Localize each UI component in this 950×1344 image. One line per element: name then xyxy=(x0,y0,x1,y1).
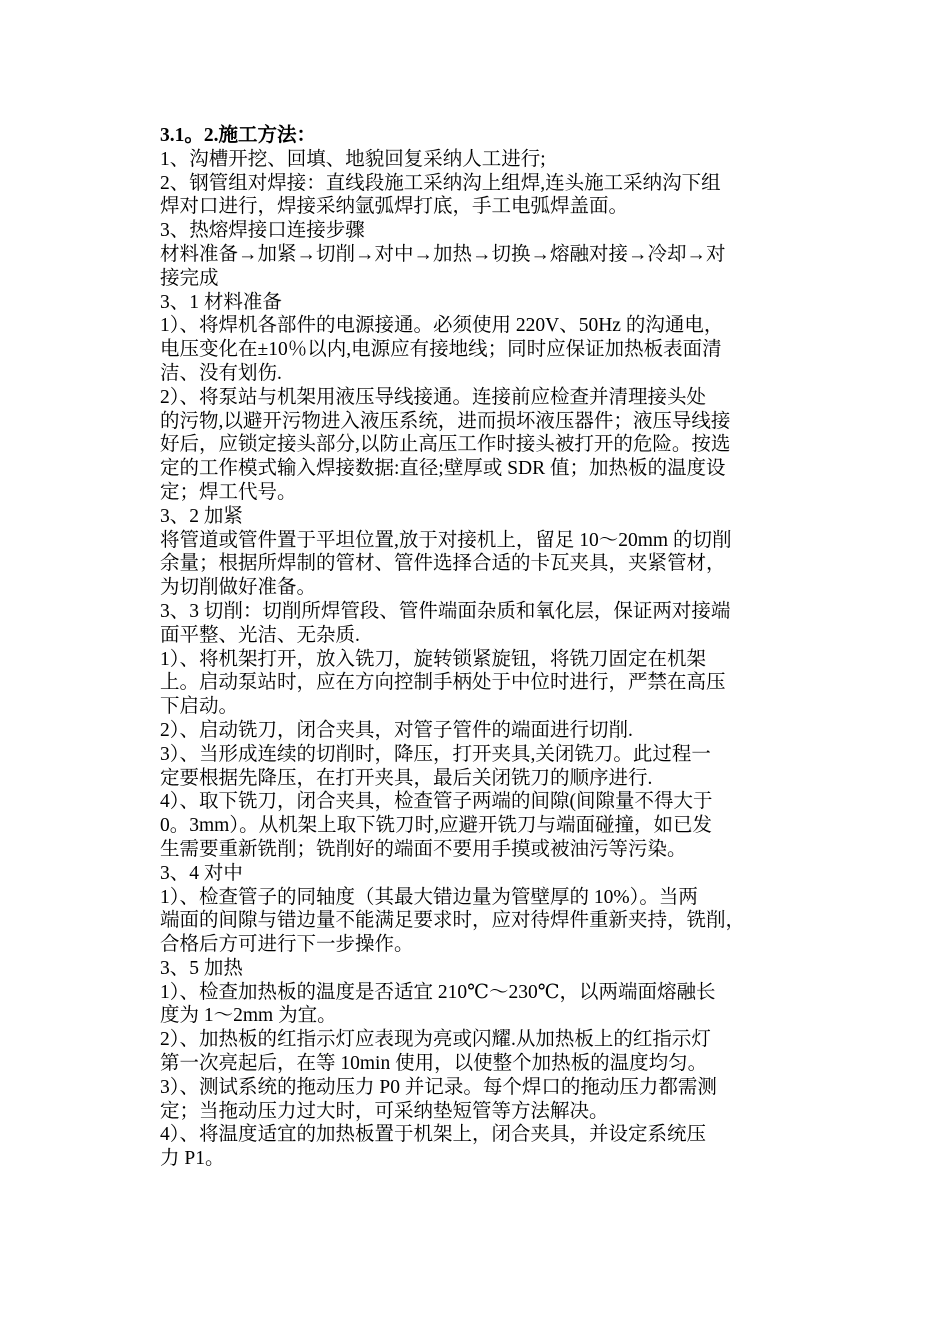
text-line: 2）、将泵站与机架用液压导线接通。连接前应检查并清理接头处 xyxy=(160,386,707,408)
text-line: 上。启动泵站时，应在方向控制手柄处于中位时进行，严禁在高压 xyxy=(160,672,726,694)
text-line: 2、钢管组对焊接：直线段施工采纳沟上组焊,连头施工采纳沟下组 xyxy=(160,172,721,194)
text-line: 定；焊工代号。 xyxy=(160,481,297,503)
text-line: 余量；根据所焊制的管材、管件选择合适的卡瓦夹具，夹紧管材， xyxy=(160,553,726,575)
text-line: 好后，应锁定接头部分,以防止高压工作时接头被打开的危险。按选 xyxy=(160,434,731,456)
text-line: 3、1 材料准备 xyxy=(160,291,282,313)
text-line: 电压变化在±10％以内,电源应有接地线；同时应保证加热板表面清 xyxy=(160,339,722,361)
text-line: 3）、当形成连续的切削时，降压，打开夹具,关闭铣刀。此过程一 xyxy=(160,743,711,765)
text-line: 1、沟槽开挖、回填、地貌回复采纳人工进行; xyxy=(160,148,546,170)
document-page xyxy=(160,124,820,1171)
text-line: 3、4 对中 xyxy=(160,862,243,884)
text-line: 洁、没有划伤. xyxy=(160,362,282,384)
text-line: 度为 1～2mm 为宜。 xyxy=(160,1005,337,1027)
text-line: 3、5 加热 xyxy=(160,957,243,979)
text-line: 3、3 切削：切削所焊管段、管件端面杂质和氧化层，保证两对接端 xyxy=(160,600,731,622)
text-line: 定的工作模式输入焊接数据:直径;壁厚或 SDR 值；加热板的温度设 xyxy=(160,458,726,480)
text-line: 4）、取下铣刀，闭合夹具，检查管子两端的间隙(间隙量不得大于 xyxy=(160,791,713,813)
text-line: 1）、检查管子的同轴度（其最大错边量为管壁厚的 10%）。当两 xyxy=(160,886,698,908)
text-line: 2）、加热板的红指示灯应表现为亮或闪耀.从加热板上的红指示灯 xyxy=(160,1029,711,1051)
text-line: 力 P1。 xyxy=(160,1148,225,1170)
text-line: 1）、将焊机各部件的电源接通。必须使用 220V、50Hz 的沟通电， xyxy=(160,315,724,337)
section-heading: 3.1。2.施工方法： xyxy=(160,125,317,146)
text-line: 下启动。 xyxy=(160,696,239,718)
text-line: 3、2 加紧 xyxy=(160,505,243,527)
text-line: 生需要重新铣削；铣削好的端面不要用手摸或被油污等污染。 xyxy=(160,838,687,860)
text-line: 定；当拖动压力过大时，可采纳垫短管等方法解决。 xyxy=(160,1100,609,1122)
text-line: 为切削做好准备。 xyxy=(160,577,317,599)
text-line: 3）、测试系统的拖动压力 P0 并记录。每个焊口的拖动压力都需测 xyxy=(160,1076,717,1098)
text-line: 的污物,以避开污物进入液压系统，进而损坏液压器件；液压导线接 xyxy=(160,410,731,432)
text-line: 3、热熔焊接口连接步骤 xyxy=(160,220,365,242)
text-line: 1）、将机架打开，放入铣刀，旋转锁紧旋钮，将铣刀固定在机架 xyxy=(160,648,707,670)
document-body xyxy=(160,148,820,1171)
text-line: 合格后方可进行下一步操作。 xyxy=(160,934,414,956)
text-line: 2）、启动铣刀，闭合夹具，对管子管件的端面进行切削. xyxy=(160,719,633,741)
text-line: 面平整、光洁、无杂质. xyxy=(160,624,360,646)
text-line: 1）、检查加热板的温度是否适宜 210℃～230℃，以两端面熔融长 xyxy=(160,981,716,1003)
text-line: 4）、将温度适宜的加热板置于机架上，闭合夹具，并设定系统压 xyxy=(160,1124,707,1146)
text-line: 接完成 xyxy=(160,267,219,289)
text-line: 将管道或管件置于平坦位置,放于对接机上，留足 10～20mm 的切削 xyxy=(160,529,732,551)
text-line: 端面的间隙与错边量不能满足要求时，应对待焊件重新夹持，铣削， xyxy=(160,910,746,932)
text-line: 焊对口进行，焊接采纳氩弧焊打底，手工电弧焊盖面。 xyxy=(160,196,629,218)
text-line: 材料准备→加紧→切削→对中→加热→切换→熔融对接→冷却→对 xyxy=(160,243,726,265)
text-line: 定要根据先降压，在打开夹具，最后关闭铣刀的顺序进行. xyxy=(160,767,653,789)
text-line: 0。3mm）。从机架上取下铣刀时,应避开铣刀与端面碰撞，如已发 xyxy=(160,815,712,837)
text-line: 第一次亮起后，在等 10min 使用，以使整个加热板的温度均匀。 xyxy=(160,1053,708,1075)
